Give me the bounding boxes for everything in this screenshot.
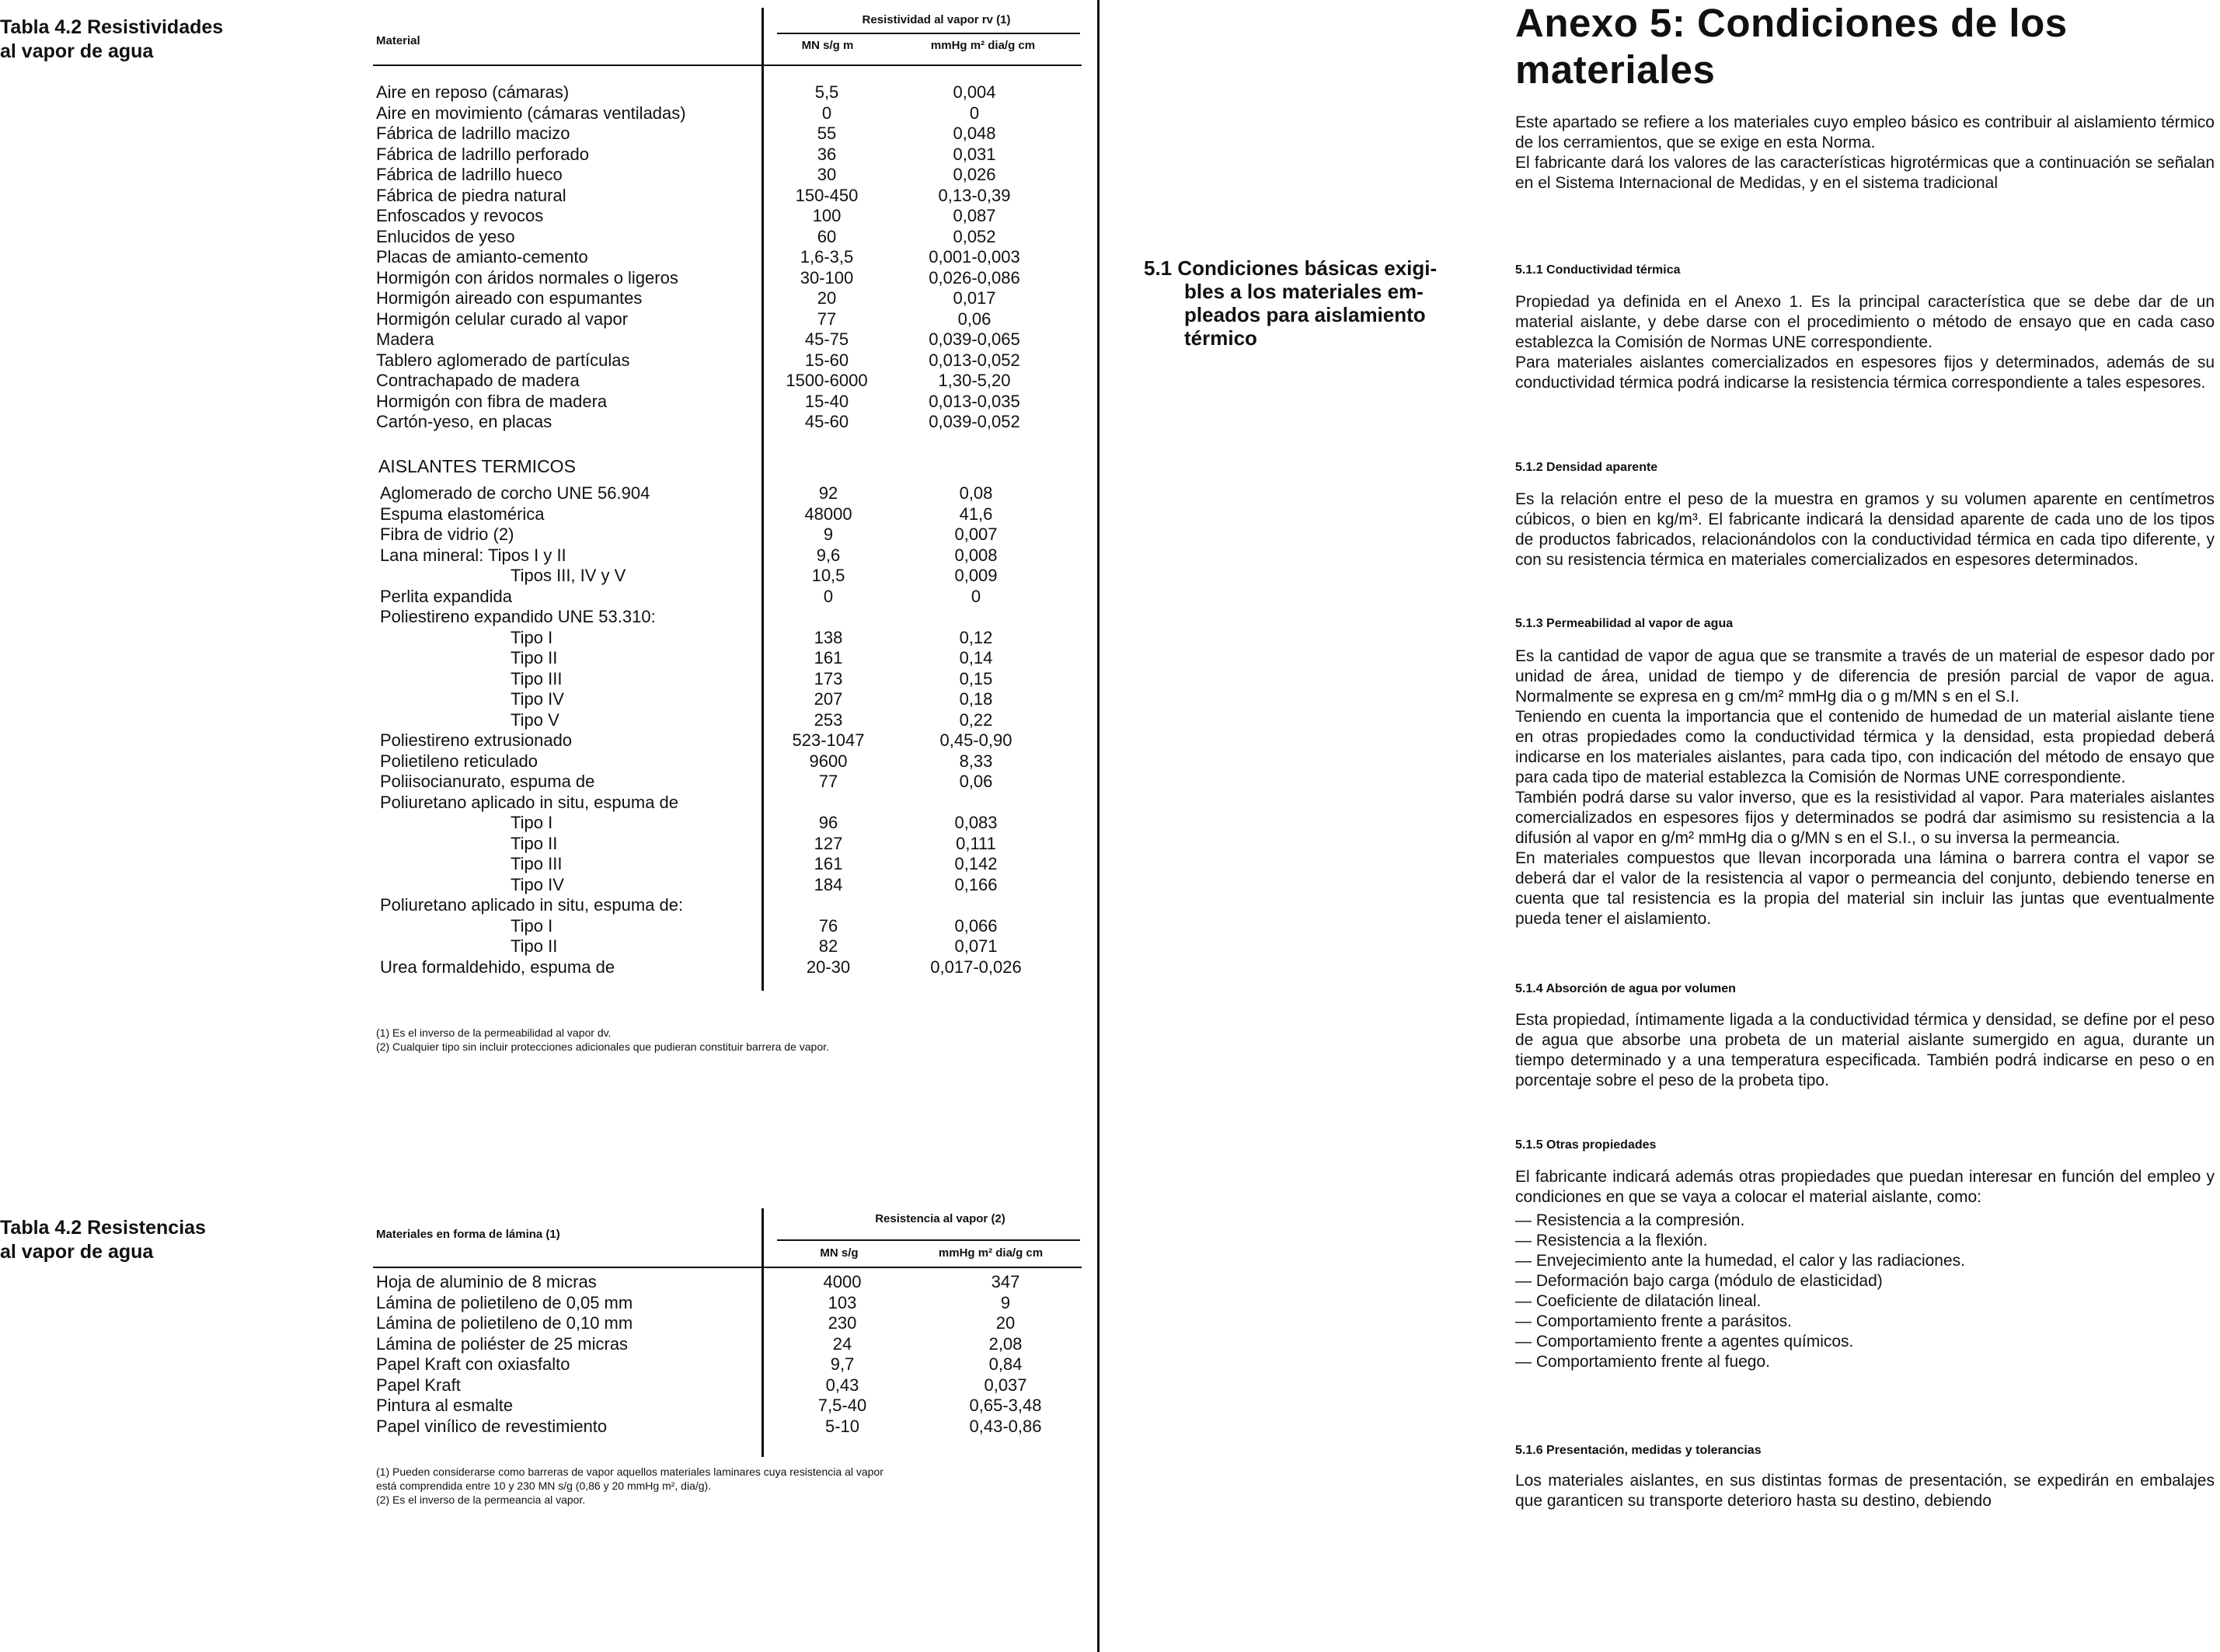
- value-traditional-cell: 0,017-0,026: [930, 957, 1022, 977]
- table-row: [376, 1417, 1083, 1438]
- value-si-cell: 0: [821, 103, 832, 123]
- page-center-rule: [1097, 0, 1100, 1652]
- table-row: [380, 916, 1087, 937]
- value-si-cell: 48000: [804, 504, 852, 524]
- table-row: [376, 350, 1083, 371]
- properties-list: [1515, 1211, 1965, 1372]
- table-row: [380, 607, 1087, 628]
- table1-col-unit1: MN s/g m: [801, 39, 854, 52]
- table2-body: [376, 1272, 1083, 1437]
- table-row: [376, 247, 1083, 268]
- value-si-cell: 523-1047: [792, 730, 865, 750]
- material-cell: Papel Kraft con oxiasfalto: [376, 1354, 570, 1374]
- material-cell: Tipo III: [511, 854, 563, 873]
- value-si-cell: 127: [814, 833, 843, 853]
- table1-aislantes-heading: AISLANTES TERMICOS: [378, 456, 576, 476]
- table-row: [376, 1354, 1083, 1375]
- value-traditional-cell: 0,048: [953, 124, 996, 143]
- table-row: [380, 957, 1087, 978]
- material-cell: Fábrica de ladrillo macizo: [376, 124, 570, 143]
- table-row: [380, 566, 1087, 587]
- list-item: — Deformación bajo carga (módulo de elasticidad): [1515, 1272, 1883, 1290]
- material-cell: Aire en reposo (cámaras): [376, 82, 570, 102]
- table2-col-material: Materiales en forma de lámina (1): [376, 1228, 560, 1241]
- value-traditional-cell: 0,071: [954, 936, 998, 956]
- value-traditional-cell: 0,45-0,90: [939, 730, 1012, 750]
- text-5-1-5: El fabricante indicará además otras propiedades que puedan interesar en función del empleo y condiciones en que se vaya a colocar el material aislante, como:: [1515, 1168, 2215, 1206]
- value-traditional-cell: 0,004: [953, 82, 996, 102]
- heading-5-1-5: 5.1.5 Otras propiedades: [1515, 1138, 1657, 1152]
- table-row: [376, 1334, 1083, 1355]
- value-si-cell: 7,5-40: [817, 1396, 867, 1415]
- list-item: — Resistencia a la flexión.: [1515, 1232, 1708, 1249]
- material-cell: Papel vinílico de revestimiento: [376, 1416, 608, 1436]
- value-si-cell: 55: [817, 124, 837, 143]
- value-traditional-cell: 0,84: [988, 1354, 1023, 1374]
- table1-notes: (1) Es el inverso de la permeabilidad al vapor dv. (2) Cualquier tipo sin incluir protecciones adicionales que pudieran constituir barrera de vapor.: [376, 1026, 829, 1053]
- heading-5-1-6: 5.1.6 Presentación, medidas y tolerancias: [1515, 1444, 1762, 1457]
- table-row: [376, 103, 1083, 124]
- value-si-cell: 100: [812, 206, 842, 225]
- list-item: — Comportamiento frente a agentes químicos.: [1515, 1333, 1854, 1351]
- list-item: — Comportamiento frente al fuego.: [1515, 1353, 1771, 1371]
- value-si-cell: 1,6-3,5: [800, 247, 854, 267]
- value-si-cell: 15-60: [804, 350, 849, 370]
- value-traditional-cell: 0,083: [954, 813, 998, 832]
- table2-notes: (1) Pueden considerarse como barreras de vapor aquellos materiales laminares cuya resistencia al vapor está comprendida entre 10 y 230 MN s/g (0,86 y 20 mmHg m², dia/g). (2) Es el inverso de la permeancia al vapor.: [376, 1466, 883, 1506]
- list-item: — Envejecimiento ante la humedad, el calor y las radiaciones.: [1515, 1252, 1965, 1270]
- table-row: [380, 875, 1087, 896]
- material-cell: Poliestireno extrusionado: [380, 730, 573, 750]
- table-row: [376, 371, 1083, 392]
- material-cell: Contrachapado de madera: [376, 371, 580, 390]
- material-cell: Poliestireno expandido UNE 53.310:: [380, 607, 656, 626]
- value-traditional-cell: 0,06: [957, 308, 992, 329]
- value-traditional-cell: 0,037: [984, 1375, 1027, 1395]
- material-cell: Tipos III, IV y V: [511, 566, 626, 585]
- table-row: [380, 895, 1087, 916]
- table1-header-line: [777, 33, 1080, 34]
- table-row: [380, 793, 1087, 814]
- material-cell: Tipo III: [511, 668, 563, 688]
- material-cell: Lana mineral: Tipos I y II: [380, 545, 566, 565]
- material-cell: Enlucidos de yeso: [376, 226, 515, 246]
- table-row: [376, 329, 1083, 350]
- heading-5-1-1: 5.1.1 Conductividad térmica: [1515, 263, 1681, 277]
- table-row: [380, 689, 1087, 710]
- value-traditional-cell: 0,013-0,035: [929, 391, 1020, 411]
- value-traditional-cell: 9: [1000, 1292, 1011, 1312]
- text-5-1-4: Esta propiedad, íntimamente ligada a la conductividad térmica y densidad, se define por el peso de agua que absorbe una probeta de un material aislante sumergido en agua, durante un tiempo determinado y a una temperatura especificada. También podrá indicarse en peso o en porcentaje sobre el peso de la probeta tipo.: [1515, 1011, 2215, 1089]
- value-si-cell: 20: [817, 288, 837, 308]
- value-si-cell: 9,6: [816, 545, 841, 565]
- value-si-cell: 253: [814, 709, 843, 730]
- value-si-cell: 4000: [823, 1272, 862, 1291]
- value-si-cell: 184: [814, 874, 843, 894]
- value-traditional-cell: 1,30-5,20: [938, 371, 1011, 390]
- value-si-cell: 10,5: [811, 566, 845, 585]
- value-traditional-cell: 0,039-0,052: [929, 412, 1020, 431]
- table-row: [380, 813, 1087, 834]
- value-si-cell: 0,43: [825, 1375, 859, 1395]
- value-traditional-cell: 0,12: [959, 627, 993, 647]
- list-item: — Comportamiento frente a parásitos.: [1515, 1312, 1792, 1330]
- table-row: [376, 206, 1083, 227]
- value-traditional-cell: 0,15: [959, 668, 993, 688]
- value-traditional-cell: 347: [991, 1272, 1020, 1291]
- table-row: [376, 1293, 1083, 1314]
- value-traditional-cell: 0,031: [953, 144, 996, 164]
- value-si-cell: 9600: [809, 751, 848, 771]
- table2-col-unit2: mmHg m² dia/g cm: [938, 1246, 1044, 1260]
- value-si-cell: 161: [814, 854, 843, 873]
- list-item: — Resistencia a la compresión.: [1515, 1211, 1745, 1229]
- material-cell: Urea formaldehido, espuma de: [380, 957, 615, 977]
- annex-title: Anexo 5: Condiciones de los materiales: [1515, 1, 2068, 92]
- table-row: [380, 587, 1087, 608]
- value-si-cell: 96: [818, 813, 838, 832]
- value-traditional-cell: 41,6: [959, 504, 993, 524]
- text-5-1-6: Los materiales aislantes, en sus distintas formas de presentación, se expedirán en embalajes que garanticen su transporte deterioro hasta su destino, debiendo: [1515, 1472, 2215, 1510]
- value-traditional-cell: 0,111: [956, 833, 996, 853]
- table2-header-line: [777, 1239, 1080, 1241]
- value-traditional-cell: 0,008: [954, 545, 998, 565]
- value-si-cell: 230: [828, 1313, 857, 1333]
- table-row: [376, 392, 1083, 413]
- value-traditional-cell: 0,009: [954, 566, 998, 585]
- value-traditional-cell: 0,142: [954, 854, 998, 873]
- table-row: [380, 669, 1087, 690]
- value-si-cell: 5-10: [824, 1416, 860, 1436]
- value-traditional-cell: 0,013-0,052: [929, 350, 1020, 370]
- material-cell: Tipo I: [511, 915, 553, 936]
- value-si-cell: 15-40: [804, 391, 849, 411]
- table-row: [376, 1272, 1083, 1293]
- value-si-cell: 24: [832, 1333, 852, 1354]
- material-cell: Tipo II: [511, 833, 558, 853]
- material-cell: Papel Kraft: [376, 1375, 461, 1395]
- material-cell: Hormigón con áridos normales o ligeros: [376, 267, 678, 288]
- material-cell: Placas de amianto-cemento: [376, 247, 588, 267]
- table-row: [380, 545, 1087, 566]
- value-si-cell: 92: [818, 483, 838, 503]
- material-cell: Hormigón aireado con espumantes: [376, 288, 643, 308]
- table-row: [376, 288, 1083, 309]
- material-cell: Tipo V: [511, 709, 559, 730]
- table1-col-material: Material: [376, 34, 420, 47]
- value-traditional-cell: 0,087: [953, 206, 996, 225]
- material-cell: Tipo I: [511, 627, 553, 647]
- value-si-cell: 150-450: [795, 185, 859, 205]
- table-row: [376, 412, 1083, 433]
- value-traditional-cell: 0,039-0,065: [929, 329, 1020, 349]
- value-si-cell: 1500-6000: [786, 371, 868, 390]
- table-row: [376, 268, 1083, 289]
- material-cell: Madera: [376, 329, 434, 349]
- material-cell: Perlita expandida: [380, 586, 513, 606]
- value-traditional-cell: 0,13-0,39: [938, 185, 1011, 205]
- value-traditional-cell: 8,33: [959, 751, 993, 771]
- value-traditional-cell: 0,06: [959, 772, 993, 791]
- table-row: [380, 525, 1087, 545]
- list-item: — Coeficiente de dilatación lineal.: [1515, 1292, 1762, 1310]
- value-si-cell: 82: [818, 936, 838, 956]
- material-cell: Lámina de poliéster de 25 micras: [376, 1333, 629, 1354]
- value-si-cell: 60: [817, 226, 837, 246]
- material-cell: Polietileno reticulado: [380, 751, 538, 771]
- value-traditional-cell: 0,43-0,86: [969, 1416, 1042, 1436]
- value-si-cell: 161: [814, 648, 843, 667]
- table-row: [376, 82, 1083, 103]
- value-si-cell: 30: [817, 165, 837, 184]
- value-si-cell: 103: [828, 1292, 857, 1312]
- table-row: [380, 730, 1087, 751]
- value-si-cell: 77: [817, 308, 837, 329]
- table-row: [380, 751, 1087, 772]
- material-cell: Aire en movimiento (cámaras ventiladas): [376, 103, 686, 123]
- material-cell: Tipo II: [511, 648, 558, 667]
- value-si-cell: 138: [814, 627, 843, 647]
- material-cell: Fábrica de ladrillo hueco: [376, 165, 563, 184]
- material-cell: Poliuretano aplicado in situ, espuma de: [380, 792, 679, 812]
- value-si-cell: 9: [823, 525, 834, 544]
- material-cell: Tipo IV: [511, 874, 564, 894]
- table-row: [376, 165, 1083, 186]
- material-cell: Fábrica de piedra natural: [376, 185, 566, 205]
- material-cell: Hormigón celular curado al vapor: [376, 308, 629, 329]
- material-cell: Espuma elastomérica: [380, 504, 545, 524]
- value-traditional-cell: 0,65-3,48: [969, 1396, 1042, 1415]
- value-traditional-cell: 0,066: [954, 915, 998, 936]
- table-row: [380, 710, 1087, 731]
- material-cell: Lámina de polietileno de 0,05 mm: [376, 1292, 633, 1312]
- table-row: [380, 936, 1087, 957]
- value-si-cell: 36: [817, 144, 837, 164]
- material-cell: Tablero aglomerado de partículas: [376, 350, 630, 370]
- value-si-cell: 173: [814, 668, 843, 688]
- table-row: [380, 834, 1087, 855]
- material-cell: Fibra de vidrio (2): [380, 525, 514, 544]
- table2-top-rule: [373, 1267, 1082, 1268]
- material-cell: Cartón-yeso, en placas: [376, 412, 552, 431]
- value-traditional-cell: 0,026-0,086: [929, 267, 1020, 288]
- value-traditional-cell: 0,18: [959, 689, 993, 709]
- table-row: [376, 1313, 1083, 1334]
- text-5-1-3: Es la cantidad de vapor de agua que se transmite a través de un material de espesor dado por unidad de área, unidad de tiempo y de diferencia de presión parcial de vapor de agua. Normalmente se expresa en g cm/m² mmHg dia o g m/MN s en el S.I. Teniendo en cuenta la importancia que el contenido de humedad de un material aislante tiene en otras propiedades como la conductividad térmica y la densidad, esta propiedad deberá indicarse en los materiales aislantes, para cada tipo, con indicación del método de ensayo que para cada tipo de material establezca la Comisión de Normas UNE correspondiente. También podrá darse su valor inverso, que es la resistividad al vapor. Para materiales aislantes comercializados en espesores fijos y determinados se podrá dar asimismo su resistencia a la difusión al vapor en g/m² mmHg dia o g/MN s en el S.I., o su inversa la permeancia. En materiales compuestos que llevan incorporada una lámina o barrera contra el vapor se deberá dar el valor de la resistencia al vapor o permeancia del conjunto, debiendo tenerse en cuenta que tal resistencia es la propia del material sin incluir las juntas que eventualmente pueda tener el aislamiento.: [1515, 647, 2215, 928]
- value-traditional-cell: 0,22: [959, 709, 993, 730]
- value-si-cell: 76: [818, 915, 838, 936]
- table1-body: [376, 82, 1083, 433]
- material-cell: Lámina de polietileno de 0,10 mm: [376, 1313, 633, 1333]
- value-si-cell: 20-30: [806, 957, 851, 977]
- table1-col-unit2: mmHg m² dia/g cm: [930, 39, 1036, 52]
- material-cell: Fábrica de ladrillo perforado: [376, 144, 589, 164]
- table1-col-group: Resistividad al vapor rv (1): [862, 13, 1011, 26]
- value-si-cell: 45-75: [804, 329, 849, 349]
- material-cell: Hormigón con fibra de madera: [376, 391, 608, 411]
- table2-col-group: Resistencia al vapor (2): [875, 1212, 1005, 1225]
- value-traditional-cell: 0,14: [959, 648, 993, 667]
- value-traditional-cell: 0,026: [953, 165, 996, 184]
- table-row: [376, 309, 1083, 330]
- table-row: [376, 1396, 1083, 1417]
- value-traditional-cell: 0: [969, 103, 980, 123]
- annex-intro: Este apartado se refiere a los materiales cuyo empleo básico es contribuir al aislamiento térmico de los cerramientos, que se exige en esta Norma. El fabricante dará los valores de las características higrotérmicas que a continuación se señalan en el Sistema Internacional de Medidas, y en el sistema tradicional: [1515, 113, 2215, 192]
- value-si-cell: 207: [814, 689, 843, 709]
- table-row: [376, 1375, 1083, 1396]
- material-cell: Aglomerado de corcho UNE 56.904: [380, 483, 650, 503]
- value-si-cell: 0: [823, 586, 834, 606]
- table1-top-rule: [373, 64, 1082, 66]
- table-row: [376, 186, 1083, 207]
- heading-5-1-3: 5.1.3 Permeabilidad al vapor de agua: [1515, 617, 1734, 630]
- material-cell: Enfoscados y revocos: [376, 206, 544, 225]
- value-si-cell: 5,5: [814, 82, 839, 102]
- material-cell: Poliisocianurato, espuma de: [380, 772, 595, 791]
- value-si-cell: 45-60: [804, 412, 849, 431]
- table-row: [376, 124, 1083, 145]
- section-5-1-title: 5.1 Condiciones básicas exigi- bles a los materiales em- pleados para aislamiento térmico: [1144, 256, 1438, 350]
- table1-title: Tabla 4.2 Resistividades al vapor de agua: [0, 16, 224, 62]
- value-traditional-cell: 0,052: [953, 226, 996, 246]
- material-cell: Poliuretano aplicado in situ, espuma de:: [380, 895, 684, 915]
- table-row: [380, 772, 1087, 793]
- value-traditional-cell: 0,017: [953, 288, 996, 308]
- value-traditional-cell: 0,007: [954, 525, 998, 544]
- material-cell: Hoja de aluminio de 8 micras: [376, 1272, 597, 1291]
- value-traditional-cell: 2,08: [988, 1333, 1023, 1354]
- value-traditional-cell: 0,001-0,003: [929, 247, 1020, 267]
- value-traditional-cell: 0: [971, 586, 981, 606]
- table-row: [380, 483, 1087, 504]
- table2-title: Tabla 4.2 Resistencias al vapor de agua: [0, 1217, 206, 1263]
- value-traditional-cell: 0,166: [954, 874, 998, 894]
- table-row: [380, 504, 1087, 525]
- material-cell: Tipo I: [511, 813, 553, 832]
- text-5-1-2: Es la relación entre el peso de la muestra en gramos y su volumen aparente en centímetros cúbicos, o bien en kg/m³. El fabricante indicará la densidad aparente de cada uno de los tipos de productos fabricados, relacionándolos con la conductividad térmica en cada tipo diferente, y con su resistencia térmica en materiales comercializados en espesores determinados.: [1515, 490, 2215, 569]
- table-row: [376, 227, 1083, 248]
- table1-body-aislantes: [380, 483, 1087, 978]
- table-row: [380, 628, 1087, 649]
- material-cell: Pintura al esmalte: [376, 1396, 514, 1415]
- table2-col-unit1: MN s/g: [820, 1246, 859, 1260]
- value-traditional-cell: 0,08: [959, 483, 993, 503]
- table-row: [376, 145, 1083, 166]
- value-traditional-cell: 20: [995, 1313, 1016, 1333]
- heading-5-1-2: 5.1.2 Densidad aparente: [1515, 461, 1658, 474]
- table-row: [380, 854, 1087, 875]
- value-si-cell: 9,7: [830, 1354, 855, 1374]
- value-si-cell: 77: [818, 772, 838, 791]
- text-5-1-1: Propiedad ya definida en el Anexo 1. Es la principal característica que se debe dar de un material aislante, y debe darse con el procedimiento o método de ensayo que en cada caso establezca la Comisión de Normas UNE correspondiente. Para materiales aislantes comercializados en espesores fijos y determinados, además de su conductividad térmica podrá indicarse la resistencia térmica correspondiente a tales espesores.: [1515, 293, 2215, 392]
- table-row: [380, 648, 1087, 669]
- heading-5-1-4: 5.1.4 Absorción de agua por volumen: [1515, 982, 1736, 995]
- material-cell: Tipo II: [511, 936, 558, 956]
- value-si-cell: 30-100: [800, 267, 854, 288]
- material-cell: Tipo IV: [511, 689, 564, 709]
